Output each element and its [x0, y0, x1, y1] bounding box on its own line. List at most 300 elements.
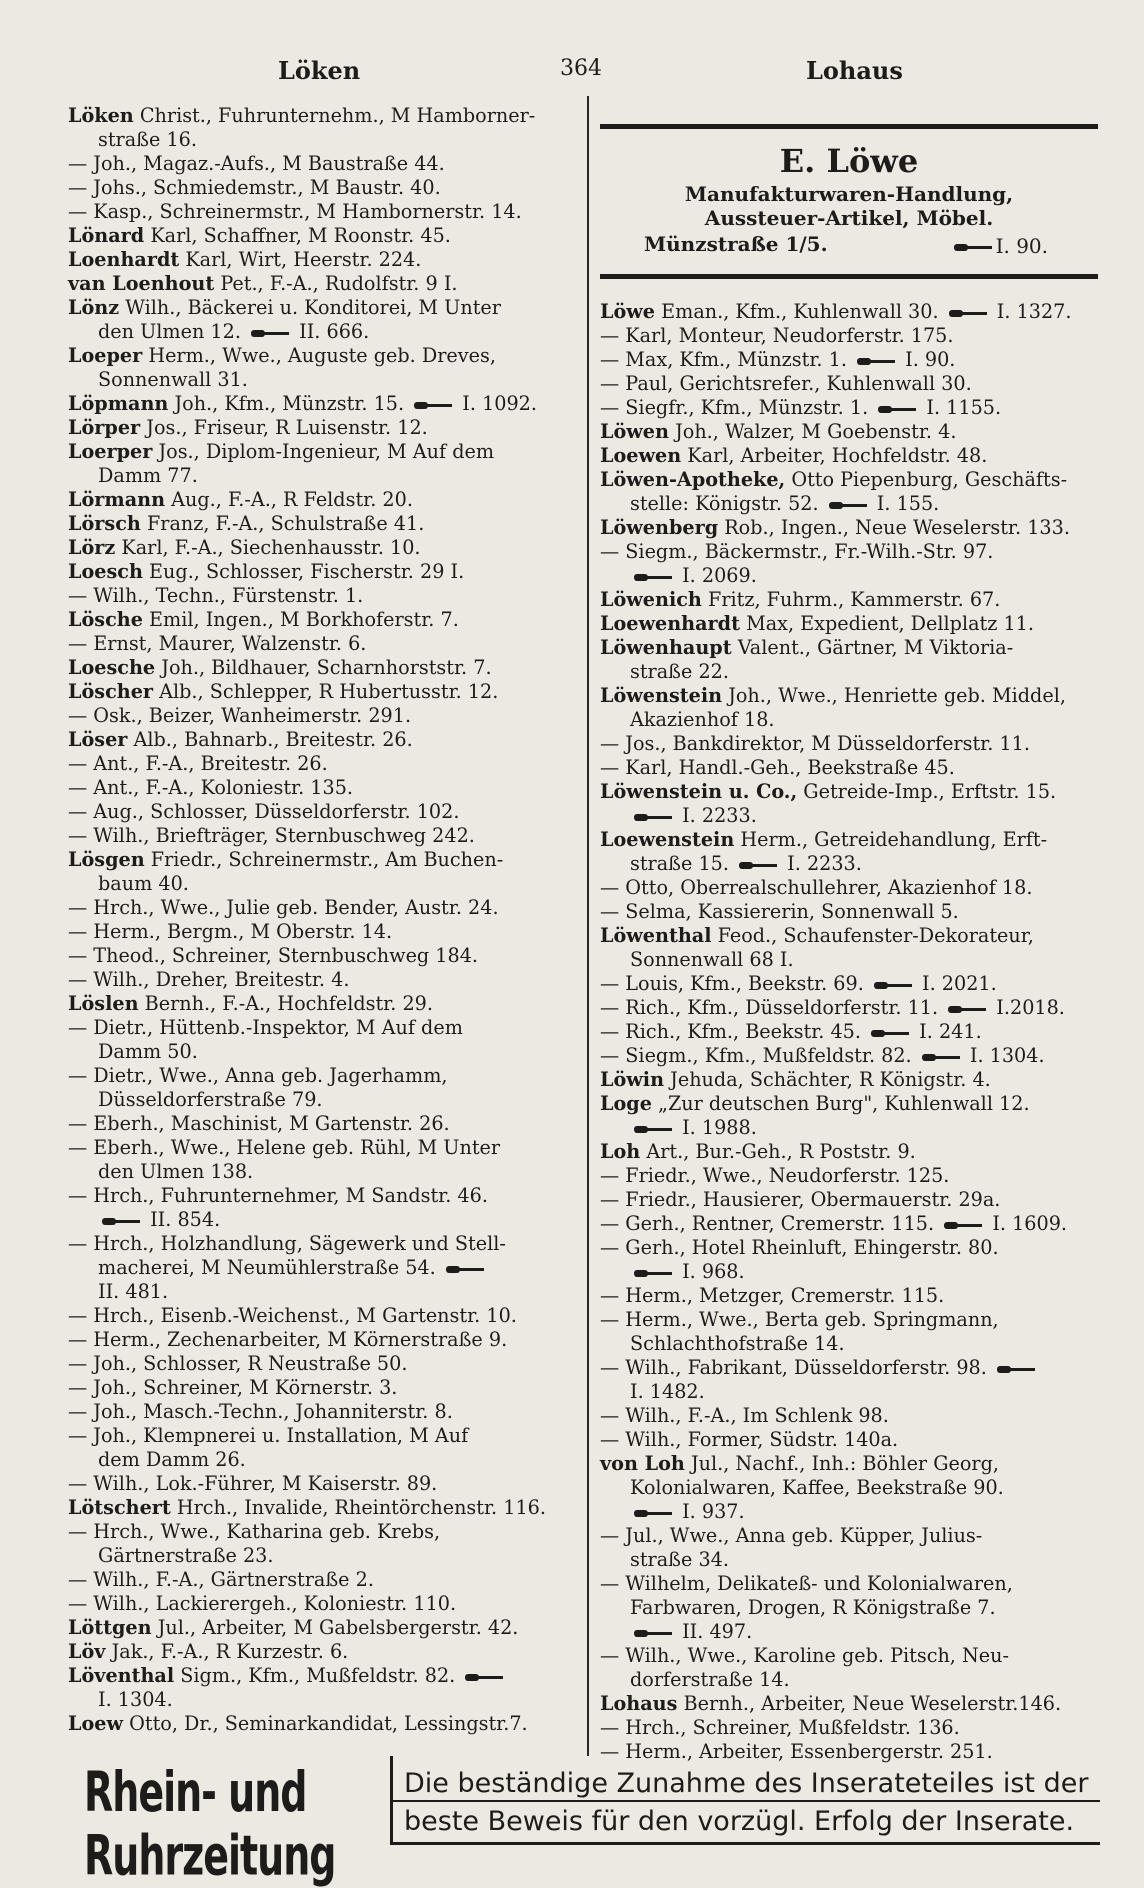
directory-entry [600, 372, 1098, 396]
entry-first-line: — Ernst, Maurer, Walzenstr. 6. [68, 632, 367, 655]
entry-first-line: Löventhal Sigm., Kfm., Mußfeldstr. 82. [68, 1664, 507, 1687]
entry-surname: Lönard [68, 224, 145, 247]
directory-entry [600, 828, 1098, 876]
entry-first-line: Löwenstein u. Co., Getreide-Imp., Erftstr. 15. [600, 780, 1057, 803]
entry-first-line: Loenhardt Karl, Wirt, Heerstr. 224. [68, 248, 422, 271]
entry-surname: Loesch [68, 560, 143, 583]
entry-first-line: Loewenhardt Max, Expedient, Dellplatz 11. [600, 612, 1034, 635]
directory-entry [68, 1520, 578, 1568]
entry-surname: Lohaus [600, 1692, 678, 1715]
directory-entry [600, 1404, 1098, 1428]
telephone-icon [634, 1125, 672, 1134]
entry-first-line: — Herm., Bergm., M Oberstr. 14. [68, 920, 393, 943]
directory-entry [68, 584, 578, 608]
directory-entry [68, 920, 578, 944]
entry-continuation: dorferstraße 14. [630, 1668, 790, 1691]
entry-first-line: — Dietr., Hüttenb.-Inspektor, M Auf dem [68, 1016, 463, 1039]
directory-entry [600, 1092, 1098, 1140]
directory-entry [600, 1284, 1098, 1308]
telephone-icon [446, 1265, 484, 1274]
directory-entry [68, 1592, 578, 1616]
entry-first-line: — Jos., Bankdirektor, M Düsseldorferstr. 11. [600, 732, 1030, 755]
entry-surname: Löwin [600, 1068, 665, 1091]
entry-surname: Löttgen [68, 1616, 152, 1639]
entry-surname: Loeper [68, 344, 143, 367]
entry-first-line: — Dietr., Wwe., Anna geb. Jagerhamm, [68, 1064, 448, 1087]
entry-first-line: — Selma, Kassiererin, Sonnenwall 5. [600, 900, 959, 923]
entry-surname: Löpmann [68, 392, 169, 415]
telephone-icon [634, 1509, 672, 1518]
telephone-icon [874, 981, 912, 990]
directory-entry [600, 612, 1098, 636]
entry-first-line: — Wilh., Wwe., Karoline geb. Pitsch, Neu- [600, 1644, 1009, 1667]
directory-entry [68, 1016, 578, 1064]
directory-entry [600, 1044, 1098, 1068]
entry-first-line: Loeper Herm., Wwe., Auguste geb. Dreves, [68, 344, 496, 367]
directory-entry [68, 536, 578, 560]
entry-first-line: — Wilh., F.-A., Im Schlenk 98. [600, 1404, 889, 1427]
entry-first-line: Löpmann Joh., Kfm., Münzstr. 15. I. 1092. [68, 392, 537, 415]
entry-first-line: — Hrch., Fuhrunternehmer, M Sandstr. 46. [68, 1184, 488, 1207]
left-column [68, 104, 578, 1736]
entry-first-line: Loesche Joh., Bildhauer, Scharnhorststr. 7. [68, 656, 492, 679]
entry-continuation: Kolonialwaren, Kaffee, Beekstraße 90. [630, 1476, 1004, 1499]
directory-entry [68, 752, 578, 776]
entry-first-line: — Hrch., Eisenb.-Weichenst., M Gartenstr. 10. [68, 1304, 517, 1327]
directory-entry [600, 684, 1098, 732]
directory-entry [600, 732, 1098, 756]
directory-entry [68, 656, 578, 680]
entry-continuation: I. 2233. [600, 804, 1098, 828]
telephone-icon [634, 1629, 672, 1638]
directory-entry [68, 824, 578, 848]
directory-entry [600, 756, 1098, 780]
entry-surname: Löslen [68, 992, 139, 1015]
entry-first-line: — Paul, Gerichtsrefer., Kuhlenwall 30. [600, 372, 972, 395]
directory-entry [68, 608, 578, 632]
directory-entry [68, 800, 578, 824]
entry-first-line: — Friedr., Hausierer, Obermauerstr. 29a. [600, 1188, 1001, 1211]
directory-entry [600, 876, 1098, 900]
entry-surname: Loh [600, 1140, 641, 1163]
telephone-icon [829, 501, 867, 510]
entry-surname: Loewenhardt [600, 612, 740, 635]
ad-line-business: Manufakturwaren-Handlung, [684, 182, 1014, 206]
directory-entry [68, 392, 578, 416]
directory-entry [600, 324, 1098, 348]
directory-entry [68, 440, 578, 488]
entry-first-line: — Friedr., Wwe., Neudorferstr. 125. [600, 1164, 950, 1187]
entry-continuation: I. 1304. [98, 1688, 173, 1711]
entry-surname: Löwe [600, 300, 656, 323]
entry-continuation: stelle: Königstr. 52. I. 155. [630, 492, 940, 515]
entry-first-line: Lötschert Hrch., Invalide, Rheintörchenstr. 116. [68, 1496, 546, 1519]
directory-entry [68, 1472, 578, 1496]
entry-first-line: Löwen Joh., Walzer, M Goebenstr. 4. [600, 420, 957, 443]
directory-entry [68, 992, 578, 1016]
directory-entry [600, 348, 1098, 372]
entry-first-line: — Siegm., Kfm., Mußfeldstr. 82. I. 1304. [600, 1044, 1045, 1067]
entry-first-line: — Osk., Beizer, Wanheimerstr. 291. [68, 704, 412, 727]
entry-first-line: Lörmann Aug., F.-A., R Feldstr. 20. [68, 488, 413, 511]
entry-first-line: — Wilh., Lackierergeh., Koloniestr. 110. [68, 1592, 457, 1615]
ad-top-rule [600, 124, 1098, 129]
entry-first-line: Löwenich Fritz, Fuhrm., Kammerstr. 67. [600, 588, 1001, 611]
entry-first-line: — Wilh., Fabrikant, Düsseldorferstr. 98. [600, 1356, 1039, 1379]
entry-continuation: dem Damm 26. [98, 1448, 246, 1471]
entry-continuation: I. 1988. [600, 1116, 1098, 1140]
entry-first-line: Löken Christ., Fuhrunternehm., M Hamborner- [68, 104, 536, 127]
entry-first-line: — Wilh., Briefträger, Sternbuschweg 242. [68, 824, 475, 847]
entry-surname: Loewenstein [600, 828, 735, 851]
header-left-keyword: Löken [278, 56, 361, 85]
entry-first-line: — Eberh., Maschinist, M Gartenstr. 26. [68, 1112, 450, 1135]
entry-surname: Löwenthal [600, 924, 712, 947]
entry-first-line: — Wilh., Former, Südstr. 140a. [600, 1428, 899, 1451]
entry-first-line: Löwe Eman., Kfm., Kuhlenwall 30. I. 1327. [600, 300, 1072, 323]
telephone-icon [944, 1221, 982, 1230]
entry-continuation: Damm 77. [98, 464, 198, 487]
entry-first-line: — Theod., Schreiner, Sternbuschweg 184. [68, 944, 479, 967]
entry-first-line: — Ant., F.-A., Koloniestr. 135. [68, 776, 354, 799]
entry-first-line: Löwin Jehuda, Schächter, R Königstr. 4. [600, 1068, 991, 1091]
banner-brand: Rhein- und Ruhrzeitung [84, 1760, 336, 1888]
directory-entry [68, 1664, 578, 1712]
entry-first-line: — Joh., Masch.-Techn., Johanniterstr. 8. [68, 1400, 453, 1423]
entry-first-line: Loh Art., Bur.-Geh., R Poststr. 9. [600, 1140, 916, 1163]
telephone-icon [954, 243, 992, 252]
entry-surname: Loenhardt [68, 248, 180, 271]
directory-entry [68, 1304, 578, 1328]
entry-first-line: — Wilh., Techn., Fürstenstr. 1. [68, 584, 364, 607]
directory-entry [68, 632, 578, 656]
entry-first-line: — Karl, Handl.-Geh., Beekstraße 45. [600, 756, 955, 779]
entry-surname: Lörz [68, 536, 116, 559]
telephone-icon [922, 1053, 960, 1062]
entry-first-line: — Kasp., Schreinermstr., M Hambornerstr. 14. [68, 200, 522, 223]
telephone-icon [251, 329, 289, 338]
directory-entry [600, 516, 1098, 540]
entry-surname: Lörsch [68, 512, 141, 535]
entry-surname: Löwenberg [600, 516, 719, 539]
page-number: 364 [560, 56, 602, 81]
entry-continuation: Farbwaren, Drogen, R Königstraße 7. [630, 1596, 996, 1619]
entry-first-line: Löslen Bernh., F.-A., Hochfeldstr. 29. [68, 992, 433, 1015]
ad-line-products: Aussteuer-Artikel, Möbel. [704, 206, 994, 230]
entry-first-line: — Joh., Magaz.-Aufs., M Baustraße 44. [68, 152, 445, 175]
directory-entry [68, 248, 578, 272]
entry-first-line: Löscher Alb., Schlepper, R Hubertusstr. 12. [68, 680, 499, 703]
directory-entry [600, 588, 1098, 612]
entry-continuation: I. 937. [600, 1500, 1098, 1524]
entry-surname: Löken [68, 104, 134, 127]
entry-first-line: Loewen Karl, Arbeiter, Hochfeldstr. 48. [600, 444, 988, 467]
telephone-icon [634, 573, 672, 582]
entry-first-line: Löwenhaupt Valent., Gärtner, M Viktoria- [600, 636, 1014, 659]
entry-continuation: I. 1482. [630, 1380, 705, 1403]
entry-continuation: straße 16. [98, 128, 197, 151]
entry-first-line: — Ant., F.-A., Breitestr. 26. [68, 752, 328, 775]
entry-continuation: II. 854. [68, 1208, 578, 1232]
directory-entry [600, 1020, 1098, 1044]
entry-continuation: straße 15. I. 2233. [630, 852, 862, 875]
directory-entry [68, 776, 578, 800]
entry-surname: Löser [68, 728, 128, 751]
entry-surname: Loesche [68, 656, 156, 679]
entry-surname: Loerper [68, 440, 153, 463]
entry-first-line: Lösgen Friedr., Schreinermstr., Am Buchen- [68, 848, 504, 871]
directory-entry [68, 1184, 578, 1232]
directory-entry [68, 968, 578, 992]
entry-first-line: — Aug., Schlosser, Düsseldorferstr. 102. [68, 800, 460, 823]
banner-mid-rule [390, 1800, 1100, 1802]
directory-entry [600, 1644, 1098, 1692]
entry-continuation: Düsseldorferstraße 79. [98, 1088, 323, 1111]
entry-first-line: Löttgen Jul., Arbeiter, M Gabelsbergerstr. 42. [68, 1616, 519, 1639]
directory-entry [68, 728, 578, 752]
ad-address: Münzstraße 1/5. [644, 232, 828, 256]
entry-first-line: — Hrch., Schreiner, Mußfeldstr. 136. [600, 1716, 960, 1739]
directory-entry [600, 1356, 1098, 1404]
entry-continuation: I. 968. [600, 1260, 1098, 1284]
directory-entry [600, 924, 1098, 972]
entry-first-line: van Loenhout Pet., F.-A., Rudolfstr. 9 I. [68, 272, 458, 295]
entry-first-line: Lörper Jos., Friseur, R Luisenstr. 12. [68, 416, 428, 439]
entry-first-line: Loew Otto, Dr., Seminarkandidat, Lessingstr.7. [68, 1712, 528, 1735]
column-divider [587, 96, 589, 1756]
entry-surname: van Loenhout [68, 272, 215, 295]
directory-entry [600, 300, 1098, 324]
ad-phone-number: I. 90. [995, 234, 1048, 258]
advertisement-loewe [600, 124, 1098, 279]
entry-first-line: — Jul., Wwe., Anna geb. Küpper, Julius- [600, 1524, 983, 1547]
directory-entry [68, 944, 578, 968]
directory-entry [68, 1352, 578, 1376]
directory-entry [68, 224, 578, 248]
directory-entry [68, 1712, 578, 1736]
banner-line-1: Die beständige Zunahme des Inserateteiles ist der [404, 1768, 1089, 1799]
entry-first-line: von Loh Jul., Nachf., Inh.: Böhler Georg, [600, 1452, 999, 1475]
directory-entry [600, 1716, 1098, 1740]
directory-entry [68, 848, 578, 896]
directory-entry [600, 1452, 1098, 1524]
directory-entry [68, 704, 578, 728]
entry-surname: Lötschert [68, 1496, 171, 1519]
entry-surname: Loew [68, 1712, 124, 1735]
directory-entry [68, 1568, 578, 1592]
entry-first-line: Löwenberg Rob., Ingen., Neue Weselerstr. 133. [600, 516, 1070, 539]
entry-first-line: — Herm., Zechenarbeiter, M Körnerstraße 9. [68, 1328, 508, 1351]
entry-first-line: — Joh., Schreiner, M Körnerstr. 3. [68, 1376, 398, 1399]
entry-first-line: — Gerh., Rentner, Cremerstr. 115. I. 1609. [600, 1212, 1068, 1235]
entry-first-line: Lönard Karl, Schaffner, M Roonstr. 45. [68, 224, 451, 247]
directory-entry [68, 680, 578, 704]
entry-surname: Löventhal [68, 1664, 175, 1687]
entry-first-line: Lösche Emil, Ingen., M Borkhoferstr. 7. [68, 608, 459, 631]
entry-first-line: Löwen-Apotheke, Otto Piepenburg, Geschäfts- [600, 468, 1068, 491]
entry-first-line: Loewenstein Herm., Getreidehandlung, Erft- [600, 828, 1048, 851]
ad-phone [950, 234, 1048, 258]
entry-first-line: Lörsch Franz, F.-A., Schulstraße 41. [68, 512, 425, 535]
entry-first-line: — Herm., Arbeiter, Essenbergerstr. 251. [600, 1740, 993, 1763]
telephone-icon [948, 1005, 986, 1014]
entry-first-line: — Johs., Schmiedemstr., M Baustr. 40. [68, 176, 441, 199]
directory-entry [68, 1232, 578, 1304]
directory-entry [600, 1068, 1098, 1092]
entry-continuation: baum 40. [98, 872, 189, 895]
entry-first-line: Lönz Wilh., Bäckerei u. Konditorei, M Unter [68, 296, 501, 319]
entry-first-line: — Hrch., Wwe., Julie geb. Bender, Austr. 24. [68, 896, 499, 919]
directory-entry [68, 488, 578, 512]
entry-continuation: I. 2069. [600, 564, 1098, 588]
entry-surname: Löv [68, 1640, 106, 1663]
directory-entry [600, 1212, 1098, 1236]
directory-entry [600, 1524, 1098, 1572]
telephone-icon [871, 1029, 909, 1038]
directory-entry [68, 152, 578, 176]
directory-entry [68, 1616, 578, 1640]
entry-continuation: II. 481. [98, 1280, 169, 1303]
entry-first-line: Löwenthal Feod., Schaufenster-Dekorateur, [600, 924, 1034, 947]
entry-first-line: Löwenstein Joh., Wwe., Henriette geb. Middel, [600, 684, 1066, 707]
directory-entry [68, 1328, 578, 1352]
telephone-icon [102, 1217, 140, 1226]
directory-entry [600, 540, 1098, 588]
entry-surname: Löwenstein [600, 684, 723, 707]
telephone-icon [739, 861, 777, 870]
directory-entry [68, 1424, 578, 1472]
banner-bottom-rule [390, 1842, 1100, 1845]
entry-first-line: — Joh., Schlosser, R Neustraße 50. [68, 1352, 408, 1375]
entry-continuation: Damm 50. [98, 1040, 198, 1063]
entry-continuation: den Ulmen 138. [98, 1160, 254, 1183]
entry-surname: Löwenstein u. Co., [600, 780, 798, 803]
directory-entry [68, 512, 578, 536]
entry-continuation: Schlachthofstraße 14. [630, 1332, 845, 1355]
banner-line-2: beste Beweis für den vorzügl. Erfolg der Inserate. [404, 1806, 1075, 1837]
telephone-icon [878, 405, 916, 414]
entry-first-line: Lörz Karl, F.-A., Siechenhausstr. 10. [68, 536, 421, 559]
entry-surname: Lörmann [68, 488, 166, 511]
entry-surname: Löwen [600, 420, 669, 443]
entry-first-line: — Rich., Kfm., Beekstr. 45. I. 241. [600, 1020, 982, 1043]
telephone-icon [949, 309, 987, 318]
entry-first-line: — Siegm., Bäckermstr., Fr.-Wilh.-Str. 97. [600, 540, 994, 563]
directory-entry [600, 1572, 1098, 1644]
entry-surname: Löwen-Apotheke, [600, 468, 786, 491]
entry-first-line: — Siegfr., Kfm., Münzstr. 1. I. 1155. [600, 396, 1002, 419]
directory-entry [68, 1496, 578, 1520]
directory-entry [600, 996, 1098, 1020]
entry-first-line: — Herm., Metzger, Cremerstr. 115. [600, 1284, 945, 1307]
telephone-icon [465, 1673, 503, 1682]
directory-entry [68, 1112, 578, 1136]
entry-surname: Löscher [68, 680, 154, 703]
entry-first-line: Loesch Eug., Schlosser, Fischerstr. 29 I. [68, 560, 465, 583]
directory-entry [600, 1308, 1098, 1356]
directory-entry [68, 344, 578, 392]
entry-continuation: Gärtnerstraße 23. [98, 1544, 274, 1567]
ad-bottom-rule [600, 274, 1098, 279]
directory-entry [68, 1136, 578, 1184]
entry-first-line: Loerper Jos., Diplom-Ingenieur, M Auf dem [68, 440, 495, 463]
directory-entry [68, 104, 578, 152]
newspaper-banner [84, 1756, 1100, 1888]
entry-first-line: — Hrch., Wwe., Katharina geb. Krebs, [68, 1520, 441, 1543]
entry-first-line: — Karl, Monteur, Neudorferstr. 175. [600, 324, 954, 347]
entry-continuation: macherei, M Neumühlerstraße 54. [68, 1256, 578, 1280]
directory-entry [68, 1640, 578, 1664]
directory-entry [68, 1064, 578, 1112]
entry-first-line: Lohaus Bernh., Arbeiter, Neue Weselerstr.146. [600, 1692, 1062, 1715]
directory-entry [68, 896, 578, 920]
entry-continuation: straße 34. [630, 1548, 729, 1571]
directory-entry [600, 468, 1098, 516]
telephone-icon [997, 1365, 1035, 1374]
right-column [600, 300, 1098, 1764]
directory-entry [600, 1428, 1098, 1452]
entry-continuation: II. 497. [600, 1620, 1098, 1644]
directory-entry [600, 972, 1098, 996]
telephone-icon [414, 401, 452, 410]
entry-first-line: — Wilhelm, Delikateß- und Kolonialwaren, [600, 1572, 1013, 1595]
entry-surname: Loge [600, 1092, 652, 1115]
directory-entry [68, 272, 578, 296]
directory-entry [600, 444, 1098, 468]
entry-first-line: — Hrch., Holzhandlung, Sägewerk und Stell- [68, 1232, 506, 1255]
entry-first-line: — Max, Kfm., Münzstr. 1. I. 90. [600, 348, 956, 371]
directory-entry [68, 1376, 578, 1400]
directory-entry [600, 1164, 1098, 1188]
header-right-keyword: Lohaus [806, 56, 903, 85]
entry-first-line: — Wilh., Dreher, Breitestr. 4. [68, 968, 350, 991]
entry-first-line: — Eberh., Wwe., Helene geb. Rühl, M Unter [68, 1136, 501, 1159]
entry-surname: Lörper [68, 416, 141, 439]
directory-entry [68, 1400, 578, 1424]
entry-first-line: — Wilh., Lok.-Führer, M Kaiserstr. 89. [68, 1472, 438, 1495]
entry-surname: Löwenich [600, 588, 702, 611]
directory-entry [600, 636, 1098, 684]
directory-entry [600, 1692, 1098, 1716]
entry-first-line: — Gerh., Hotel Rheinluft, Ehingerstr. 80. [600, 1236, 999, 1259]
directory-entry [600, 420, 1098, 444]
entry-first-line: — Wilh., F.-A., Gärtnerstraße 2. [68, 1568, 374, 1591]
entry-first-line: Löv Jak., F.-A., R Kurzestr. 6. [68, 1640, 349, 1663]
directory-entry [68, 560, 578, 584]
directory-entry [600, 1140, 1098, 1164]
entry-surname: Lösgen [68, 848, 145, 871]
ad-company-name: E. Löwe [779, 142, 919, 180]
entry-first-line: — Joh., Klempnerei u. Installation, M Auf [68, 1424, 469, 1447]
entry-first-line: — Louis, Kfm., Beekstr. 69. I. 2021. [600, 972, 997, 995]
directory-entry [600, 1188, 1098, 1212]
entry-continuation: Akazienhof 18. [630, 708, 775, 731]
entry-surname: von Loh [600, 1452, 685, 1475]
entry-first-line: — Rich., Kfm., Düsseldorferstr. 11. I.2018. [600, 996, 1065, 1019]
entry-surname: Lönz [68, 296, 120, 319]
directory-entry [68, 176, 578, 200]
entry-surname: Lösche [68, 608, 143, 631]
entry-first-line: Loge „Zur deutschen Burg", Kuhlenwall 12. [600, 1092, 1030, 1115]
directory-entry [600, 780, 1098, 828]
directory-entry [600, 900, 1098, 924]
entry-continuation: straße 22. [630, 660, 729, 683]
entry-surname: Löwenhaupt [600, 636, 732, 659]
entry-continuation: Sonnenwall 68 I. [630, 948, 794, 971]
telephone-icon [634, 1269, 672, 1278]
entry-first-line: — Herm., Wwe., Berta geb. Springmann, [600, 1308, 999, 1331]
entry-first-line: Löser Alb., Bahnarb., Breitestr. 26. [68, 728, 413, 751]
